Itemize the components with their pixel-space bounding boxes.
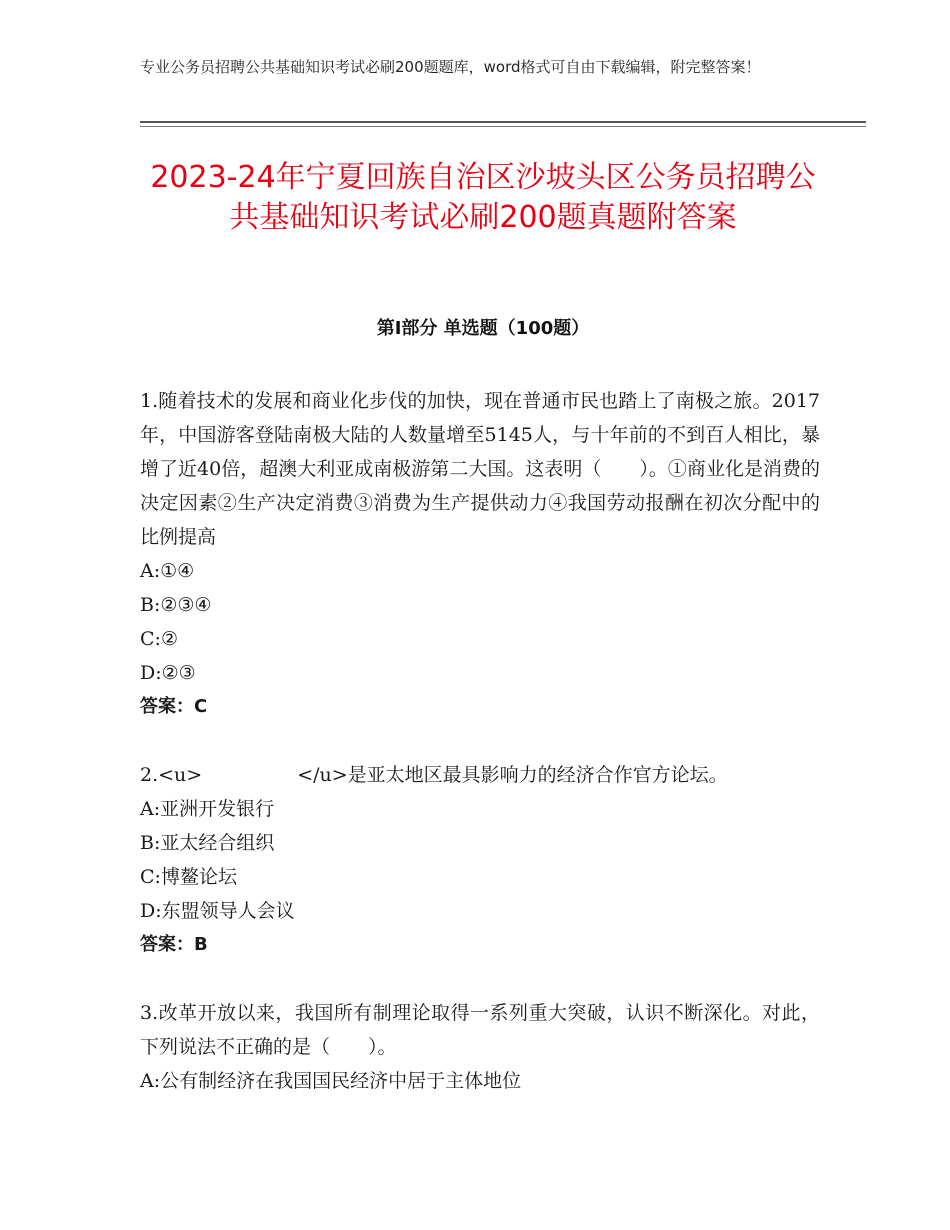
header-note: 专业公务员招聘公共基础知识考试必刷200题题库，word格式可自由下载编辑，附完整答案！	[140, 58, 761, 76]
option-b: B:亚太经合组织	[140, 832, 275, 854]
option-b: B:②③④	[140, 594, 212, 616]
question-stem: 3.改革开放以来，我国所有制理论取得一系列重大突破，认识不断深化。对此，下列说法不正确的是（ ）。	[140, 1002, 820, 1058]
header-rule-thick	[140, 121, 866, 123]
option-a: A:亚洲开发银行	[140, 798, 275, 820]
answer-line: 答案：B	[140, 934, 208, 955]
question-2	[140, 758, 820, 962]
question-stem: 1.随着技术的发展和商业化步伐的加快，现在普通市民也踏上了南极之旅。2017年，中国游客登陆南极大陆的人数量增至5145人，与十年前的不到百人相比，暴增了近40倍，超澳大利亚成南极游第二大国。这表明（ ）。①商业化是消费的决定因素②生产决定消费③消费为生产提供动力④我国劳动报酬在初次分配中的比例提高	[140, 390, 820, 548]
document-title: 2023-24年宁夏回族自治区沙坡头区公务员招聘公共基础知识考试必刷200题真题附答案	[150, 160, 816, 235]
question-3	[140, 996, 820, 1098]
question-stem: 2.<u> </u>是亚太地区最具影响力的经济合作官方论坛。	[140, 764, 728, 786]
option-c: C:②	[140, 628, 178, 650]
option-a: A:①④	[140, 560, 195, 582]
option-a: A:公有制经济在我国国民经济中居于主体地位	[140, 1070, 522, 1092]
header-rule-thin	[140, 126, 866, 127]
question-1	[140, 384, 820, 724]
question-list	[140, 384, 820, 1132]
option-d: D:东盟领导人会议	[140, 900, 295, 922]
answer-line: 答案：C	[140, 696, 208, 717]
section-title: 第Ⅰ部分 单选题（100题）	[376, 318, 590, 339]
option-d: D:②③	[140, 662, 196, 684]
option-c: C:博鳌论坛	[140, 866, 237, 888]
